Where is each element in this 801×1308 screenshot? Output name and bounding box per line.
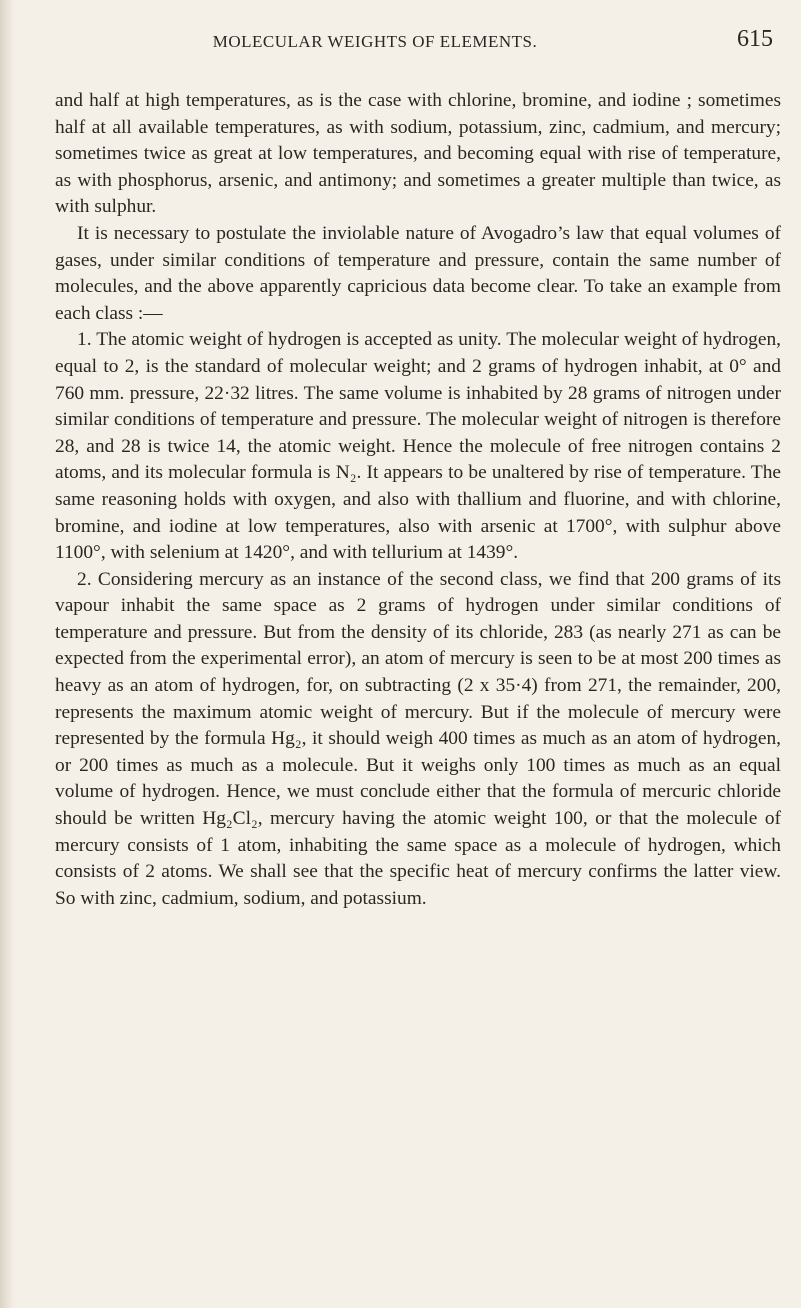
paragraph-avogadro-law: It is necessary to postulate the inviolable nature of Avogadro’s law that equal volumes of gases, under similar conditions of temperature and pressure, contain the same number of molecules, and the above apparently capricious data become clear. To take an example from each class :— [55, 222, 781, 324]
page-gutter-shadow [0, 0, 14, 1308]
paragraph-example-mercury: 2. Considering mercury as an instance of the second class, we find that 200 grams of its vapour inhabit the same space as 2 grams of hydrogen under similar conditions of temperature and pressure. But from the density of its chloride, 283 (as nearly 271 as can be expected from the experimental error), an atom of mercury is seen to be at most 200 times as heavy as an atom of hydrogen, for, on subtracting (2 x 35·4) from 271, the remainder, 200, represents the maximum atomic weight of mercury. But if the molecule of mercury were represented by the formula Hg₂, it should weigh 400 times as much as an atom of hydrogen, or 200 times as much as a molecule. But it weighs only 100 times as much as an equal volume of hydrogen. Hence, we must conclude either that the formula of mercuric chloride should be written Hg₂Cl₂, mercury having the atomic weight 100, or that the molecule of mercury consists of 1 atom, inhabiting the same space as a molecule of hydrogen, which consists of 2 atoms. We shall see that the specific heat of mercury confirms the latter view. So with zinc, cadmium, sodium, and potassium. [55, 568, 781, 909]
paragraph-example-hydrogen-nitrogen: 1. The atomic weight of hydrogen is accepted as unity. The molecular weight of hydrogen, equal to 2, is the standard of molecular weight; and 2 grams of hydrogen inhabit, at 0° and 760 mm. pressure, 22·32 litres. The same volume is inhabited by 28 grams of nitrogen under similar conditions of temperature and pressure. The molecular weight of nitrogen is therefore 28, and 28 is twice 14, the atomic weight. Hence the molecule of free nitrogen contains 2 atoms, and its molecular formula is N₂. It appears to be unaltered by rise of temperature. The same reasoning holds with oxygen, and also with thallium and fluorine, and with chlorine, bromine, and iodine at low temperatures, also with arsenic at 1700°, with sulphur above 1100°, with selenium at 1420°, and with tellurium at 1439°. [55, 329, 781, 564]
body-text [55, 88, 781, 912]
page-header [0, 20, 801, 64]
page-number: 615 [737, 26, 773, 52]
running-title: MOLECULAR WEIGHTS OF ELEMENTS. [212, 32, 538, 51]
paragraph-continuation: and half at high temperatures, as is the case with chlorine, bromine, and iodine ; sometimes half at all available temperatures, as with sodium, potassium, zinc, cadmium, and mercury; sometimes twice as great at low temperatures, and becoming equal with rise of temperature, as with phosphorus, arsenic, and antimony; and sometimes a greater multiple than twice, as with sulphur. [55, 90, 781, 218]
